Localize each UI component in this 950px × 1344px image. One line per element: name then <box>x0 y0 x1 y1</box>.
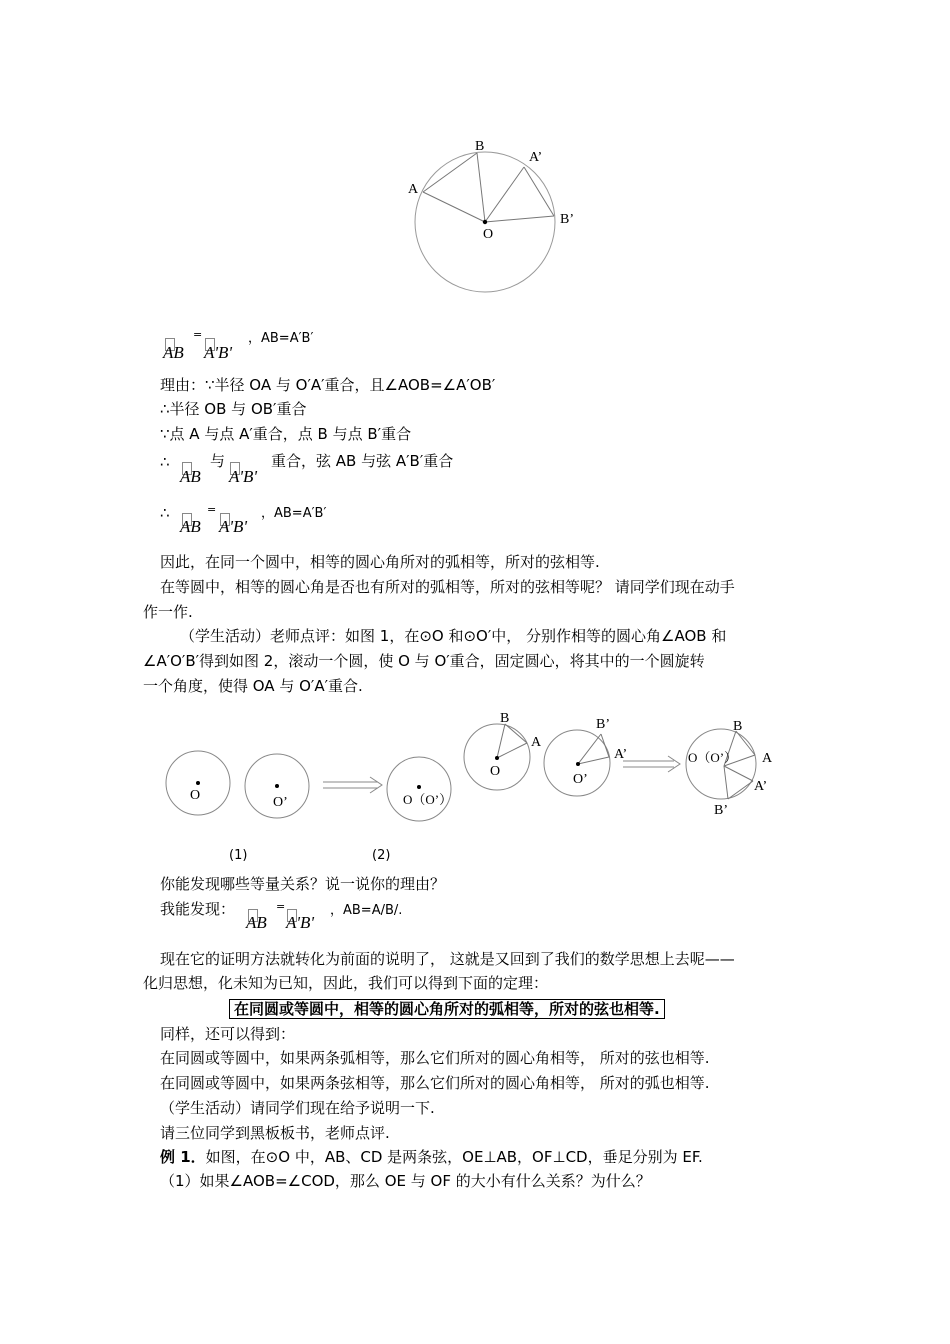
equals-sign: = <box>193 328 203 341</box>
chord-a-prime-b-prime <box>601 734 609 757</box>
chord-equality-text: ，AB=A′B′ <box>261 506 327 521</box>
top-circle-figure <box>400 130 600 310</box>
label-b-prime: B’ <box>560 212 574 227</box>
center-dot <box>196 781 200 785</box>
radius-ob <box>497 724 505 758</box>
radius-ob-prime <box>485 216 554 222</box>
arc-a-prime-b-prime: A'B' <box>229 467 258 486</box>
paragraph-question-line-2: 作一作. <box>143 603 193 621</box>
equal-circles-figure <box>160 700 800 830</box>
label-o-prime: O’ <box>273 795 288 810</box>
theorem-text: 在同圆或等圆中，相等的圆心角所对的弧相等，所对的弦也相等. <box>229 999 665 1019</box>
center-dot <box>417 785 421 789</box>
radius-oa-prime <box>485 167 524 222</box>
radius-oa <box>423 192 485 222</box>
chord-a-prime-b-prime <box>728 781 753 799</box>
arc-ab: AB <box>163 343 184 362</box>
chord-ab <box>736 731 755 755</box>
equals-sign: = <box>276 900 286 913</box>
arc-ab: AB <box>180 517 201 536</box>
connector-text: 与 <box>210 452 226 470</box>
reason-line-1: 理由：∵半径 OA 与 O′A′重合，且∠AOB=∠A′OB′ <box>160 376 496 394</box>
label-b: B <box>475 139 485 154</box>
example-question-1: （1）如果∠AOB=∠COD，那么 OE 与 OF 的大小有什么关系？为什么？ <box>160 1172 651 1190</box>
chord-ab <box>505 724 527 743</box>
paragraph-question-line-1: 在等圆中，相等的圆心角是否也有所对的弧相等，所对的弦相等呢？ 请同学们现在动手 <box>160 578 735 596</box>
figure-caption-1: (1) <box>229 848 248 863</box>
found-label: 我能发现： <box>160 900 236 918</box>
paragraph-activity-line-1: （学生活动）老师点评：如图 1，在⊙O 和⊙O′中， 分别作相等的圆心角∠AOB 和 <box>180 627 727 645</box>
arc-a-prime-b-prime: A'B' <box>286 913 315 932</box>
double-arrow-head-icon <box>668 756 680 772</box>
label-b: B <box>733 719 743 734</box>
same-text: 同样，还可以得到： <box>160 1025 296 1043</box>
label-b-prime: B’ <box>714 803 728 818</box>
therefore-symbol: ∴ <box>160 453 170 471</box>
therefore-symbol: ∴ <box>160 504 170 522</box>
center-dot <box>495 756 499 760</box>
example-text: 如图，在⊙O 中，AB、CD 是两条弦，OE⊥AB，OF⊥CD，垂足分别为 EF. <box>205 1148 703 1166</box>
arc-a-prime-b-prime: A'B' <box>219 517 248 536</box>
label-a: A <box>408 182 419 197</box>
radius-oa <box>497 743 527 758</box>
label-o-prime: O’ <box>573 772 588 787</box>
paragraph-conclusion: 因此，在同一个圆中，相等的圆心角所对的弧相等，所对的弦相等. <box>160 553 600 571</box>
label-b-prime: B’ <box>596 717 610 732</box>
reason-line-3: ∵点 A 与点 A′重合，点 B 与点 B′重合 <box>160 425 412 443</box>
label-a: A <box>531 735 542 750</box>
activity-text: （学生活动）请同学们现在给予说明一下. <box>160 1099 435 1117</box>
paragraph-reduction-line-1: 现在它的证明方法就转化为前面的说明了， 这就是又回到了我们的数学思想上去呢—— <box>160 950 735 968</box>
double-arrow-head-icon <box>370 777 382 793</box>
arc-ab: AB <box>180 467 201 486</box>
center-dot <box>576 762 580 766</box>
label-a: A <box>762 751 773 766</box>
board-text: 请三位同学到黑板板书，老师点评. <box>160 1124 390 1142</box>
chord-ab <box>423 153 477 192</box>
arc-a-prime-b-prime: A'B' <box>204 343 233 362</box>
label-o: O <box>190 788 201 803</box>
label-o-merged: O（O’） <box>688 750 738 765</box>
radius-ob <box>477 153 485 222</box>
question-text: 你能发现哪些等量关系？说一说你的理由？ <box>160 875 446 893</box>
paragraph-reduction-line-2: 化归思想，化未知为已知，因此，我们可以得到下面的定理： <box>143 974 549 992</box>
coincide-text: 重合，弦 AB 与弦 A′B′重合 <box>271 452 454 470</box>
center-dot <box>483 220 487 224</box>
chord-equality-text: ，AB=A/B/. <box>330 903 403 918</box>
example-label: 例 1． <box>160 1148 206 1166</box>
arc-ab: AB <box>246 913 267 932</box>
radius-oa-prime <box>724 766 753 781</box>
center-dot <box>275 784 279 788</box>
theorem-box <box>229 998 665 1020</box>
label-a-prime: A’ <box>614 747 628 762</box>
example-line <box>160 1146 703 1168</box>
reason-line-2: ∴半径 OB 与 OB′重合 <box>160 400 307 418</box>
label-b: B <box>500 711 510 726</box>
radius-ob-prime <box>724 766 728 799</box>
label-o: O <box>483 227 494 242</box>
chord-a-prime-b-prime <box>524 167 554 216</box>
figure-caption-2: (2) <box>372 848 391 863</box>
paragraph-activity-line-2: ∠A′O′B′得到如图 2，滚动一个圆，使 O 与 O′重合，固定圆心，将其中的一个圆旋转 <box>143 652 705 670</box>
corollary-2: 在同圆或等圆中，如果两条弦相等，那么它们所对的圆心角相等， 所对的弧也相等. <box>160 1074 710 1092</box>
chord-equality-text: ，AB=A′B′ <box>248 331 314 346</box>
equals-sign: = <box>207 503 217 516</box>
label-o: O <box>490 764 501 779</box>
corollary-1: 在同圆或等圆中，如果两条弧相等，那么它们所对的圆心角相等， 所对的弦也相等. <box>160 1049 710 1067</box>
label-a-prime: A’ <box>754 779 768 794</box>
label-a-prime: A’ <box>529 150 543 165</box>
paragraph-activity-line-3: 一个角度，使得 OA 与 O′A′重合. <box>143 677 363 695</box>
label-o-merged: O（O’） <box>403 792 453 807</box>
